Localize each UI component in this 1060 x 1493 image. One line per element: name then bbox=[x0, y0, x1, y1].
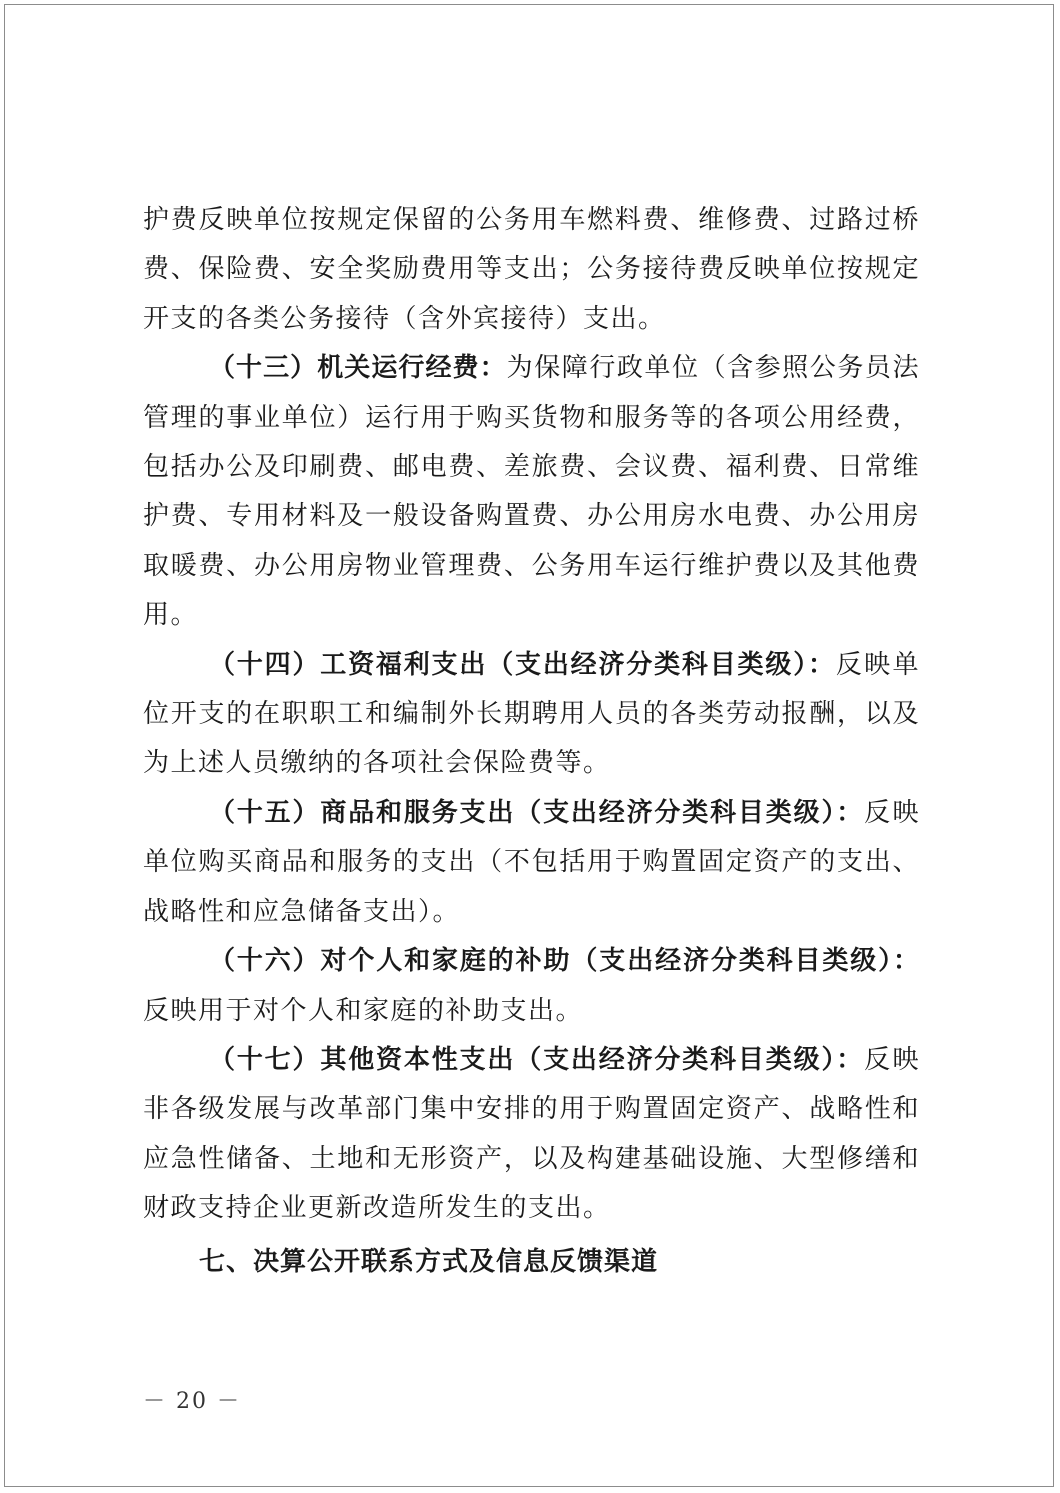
item-heading: （十四）工资福利支出（支出经济分类科目类级）： bbox=[209, 649, 836, 680]
item-heading: （十六）对个人和家庭的补助（支出经济分类科目类级）： bbox=[209, 946, 920, 977]
paragraph-item-14 bbox=[143, 641, 920, 789]
item-heading: （十五）商品和服务支出（支出经济分类科目类级）： bbox=[209, 797, 865, 828]
paragraph-text: 为保障行政单位（含参照公务员法管理的事业单位）运行用于购买货物和服务等的各项公用经费，包括办公及印刷费、邮电费、差旅费、会议费、福利费、日常维护费、专用材料及一般设备购置费、办公用房水电费、办公用房取暖费、办公用房物业管理费、公务用车运行维护费以及其他费用。 bbox=[143, 353, 920, 631]
paragraph-text: 护费反映单位按规定保留的公务用车燃料费、维修费、过路过桥费、保险费、安全奖励费用等支出；公务接待费反映单位按规定开支的各类公务接待（含外宾接待）支出。 bbox=[143, 205, 920, 334]
paragraph-text: 反映非各级发展与改革部门集中安排的用于购置固定资产、战略性和应急性储备、土地和无形资产，以及构建基础设施、大型修缮和财政支持企业更新改造所发生的支出。 bbox=[143, 1044, 920, 1224]
section-heading: 七、决算公开联系方式及信息反馈渠道 bbox=[199, 1246, 659, 1277]
page-number: － 20 － bbox=[143, 1389, 241, 1414]
paragraph-text: 反映单位购买商品和服务的支出（不包括用于购置固定资产的支出、战略性和应急储备支出）。 bbox=[143, 797, 920, 927]
paragraph-text: 反映用于对个人和家庭的补助支出。 bbox=[143, 995, 584, 1026]
paragraph-item-13 bbox=[143, 344, 920, 640]
paragraph-text: 反映单位开支的在职职工和编制外长期聘用人员的各类劳动报酬，以及为上述人员缴纳的各项社会保险费等。 bbox=[143, 649, 920, 779]
paragraph-item-17 bbox=[143, 1036, 920, 1234]
paragraph-item-15 bbox=[143, 789, 920, 937]
paragraph-item-16 bbox=[143, 937, 920, 1036]
item-heading: （十七）其他资本性支出（支出经济分类科目类级）： bbox=[209, 1044, 865, 1075]
paragraph-continuation bbox=[143, 196, 920, 344]
document-body bbox=[143, 196, 920, 1287]
item-heading: （十三）机关运行经费： bbox=[209, 353, 507, 384]
